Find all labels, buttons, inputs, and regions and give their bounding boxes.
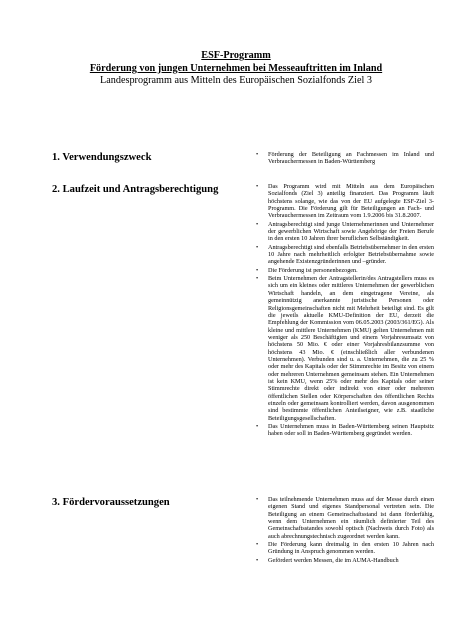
- bullet-icon: •: [256, 541, 259, 549]
- section-title: 3. Fördervoraussetzungen: [52, 497, 170, 508]
- bullet-icon: •: [256, 220, 259, 228]
- bullet-icon: •: [256, 423, 259, 430]
- list-item: • Antragsberechtigt sind junge Unternehmerinnen und Unternehmer der gewerblichen Wirtschaft sowie Angehörige der Freien Berufe in den ersten 10 Jahren ihrer beruflichen Selbständigkeit.: [256, 220, 434, 243]
- bullet-icon: •: [256, 556, 259, 564]
- section-body: [256, 183, 434, 439]
- bullet-icon: •: [256, 275, 259, 283]
- section-title: 2. Laufzeit und Antragsberechtigung: [52, 184, 219, 195]
- list-item: • Förderung der Beteiligung an Fachmessen im Inland und Verbrauchermessen in Baden-Württemberg: [256, 151, 434, 166]
- list-item: • Die Förderung kann dreimalig in den ersten 10 Jahren nach Gründung in Anspruch genommen werden.: [256, 541, 434, 556]
- list-item: • Antragsberechtigt sind ebenfalls Betriebsübernehmer in den ersten 10 Jahre nach mehrheitlich erfolgter Betriebsübernahme sowie angehende Existenzgründerinnen und –gründer.: [256, 243, 434, 266]
- list-item: • Das Programm wird mit Mitteln aus dem Europäischen Sozialfonds (Ziel 3) anteilig finanziert. Das Programm läuft höchstens solange, wie das von der EU aufgelegte ESF-Ziel 3-Programm. Die Förderung gilt für Beteiligungen an Fach- und Verbrauchermessen im Zeitraum vom 1.9.2006 bis 31.8.2007.: [256, 183, 434, 220]
- bullet-icon: •: [256, 183, 259, 190]
- bullet-icon: •: [256, 266, 259, 274]
- bullet-icon: •: [256, 151, 259, 158]
- section-title: 1. Verwendungszweck: [52, 152, 152, 163]
- bullet-icon: •: [256, 496, 259, 503]
- document-header: [40, 50, 432, 88]
- program-line: Landesprogramm aus Mitteln des Europäischen Sozialfonds Ziel 3: [100, 75, 372, 86]
- list-item: • Das Unternehmen muss in Baden-Württemberg seinen Hauptsitz haben oder soll in Baden-Württemberg gegründet werden.: [256, 423, 434, 438]
- section-body: [256, 496, 434, 565]
- section-body: [256, 151, 434, 167]
- list-item: • Das teilnehmende Unternehmen muss auf der Messe durch einen eigenen Stand und eigenes Standpersonal vertreten sein. Die Beteiligung an einem Gemeinschaftsstand ist dann förderfähig, wenn dem Unternehmen ein räumlich definierter Teil des Gemeinschaftsstandes sowohl optisch (Nachweis durch Foto) als auch abrechnungstechnisch zugeordnet werden kann.: [256, 496, 434, 540]
- bullet-icon: •: [256, 243, 259, 251]
- list-item: • Gefördert werden Messen, die im AUMA-Handbuch: [256, 556, 399, 564]
- list-item: • Die Förderung ist personenbezogen.: [256, 266, 358, 274]
- document-subtitle: Förderung von jungen Unternehmen bei Messeauftritten im Inland: [89, 62, 383, 74]
- document-title: ESF-Programm: [201, 50, 271, 61]
- list-item: • Beim Unternehmen der Antragstellerin/des Antragstellers muss es sich um ein kleines oder mittleres Unternehmen der gewerblichen Wirtschaft handeln, an dem eingetragene Vereine, als gemeinnützig anerkannte juristische Personen oder Religionsgemeinschaften nicht mit Mehrheit beteiligt sind. Es gilt die jeweils aktuelle KMU-Definition der EU, derzeit die Empfehlung der Kommission vom 06.05.2003 (2003/361/EG). Als kleine und mittlere Unternehmen (KMU) gelten Unternehmen mit weniger als 250 Beschäftigten und einem Vorjahresumsatz von höchstens 50 Mio. € oder einer Vorjahresbilanzsumme von höchstens 43 Mio. € (einschließlich aller verbundenen Unternehmen). Verbunden sind u. a. Unternehmen, die zu 25 % oder mehr des Kapitals oder der Stimmrechte im Besitz von einem oder mehreren Unternehmen gemeinsam stehen. Ein Unternehmen ist kein KMU, wenn 25% oder mehr des Kapitals oder seiner Stimmrechte direkt oder indirekt von einer oder mehreren öffentlichen Stellen oder Körperschaften des öffentlichen Rechts einzeln oder gemeinsam kontrolliert werden, davon ausgenommen sind bestimmte öffentlichen Anteilseigner, wie z.B. staatliche Beteiligungsgesellschaften.: [256, 275, 434, 422]
